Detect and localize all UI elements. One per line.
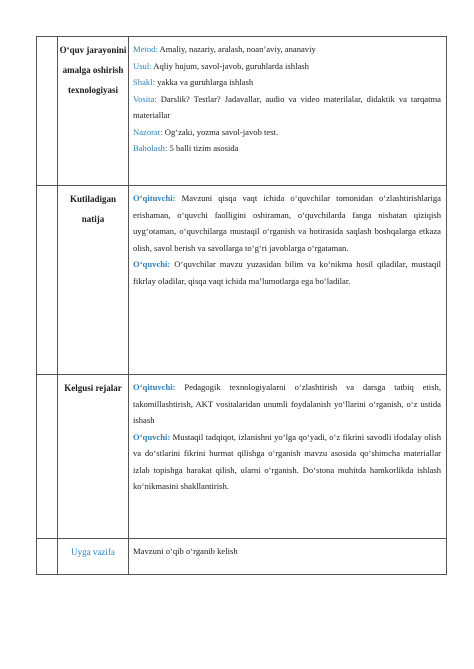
lesson-plan-table bbox=[36, 36, 447, 575]
empty-cell bbox=[37, 539, 58, 575]
item-text: Amaliy, nazariy, aralash, noan’aviy, ananaviy bbox=[157, 44, 316, 54]
row-content bbox=[129, 186, 446, 295]
item-key: Shakl: bbox=[133, 77, 155, 87]
row-label: Kelgusi rejalar bbox=[64, 383, 122, 393]
row-label-cell bbox=[58, 37, 129, 186]
item-key: O‘quvchi: bbox=[133, 431, 171, 442]
item-text: Mavzuni qisqa vaqt ichida o‘quvchilar tomonidan o‘zlashtirishlariga erishaman, o‘quvchi faolligini oshiraman, o‘quvchilarda fanga nisbatan qiziqish uyg‘otaman, o‘quvchilarga mustaqil o‘rganish va hotirasida saqlash boshqalarga etkaza olish, savol berish va savollarga to‘g‘ri javoblarga o‘rgataman. bbox=[133, 193, 441, 253]
item-key: Nazorat: bbox=[133, 126, 163, 137]
list-item bbox=[133, 379, 441, 429]
row-content bbox=[129, 37, 446, 163]
empty-cell bbox=[37, 37, 58, 186]
row-content: Mavzuni o‘qib o‘rganib kelish bbox=[133, 546, 238, 556]
row-content-cell bbox=[129, 186, 447, 375]
item-text: Darslik? Testlar? Jadavallar, audio va video materilalar, didaktik va tarqatma materiallar bbox=[133, 93, 441, 120]
row-label: O‘quv jarayonini amalga oshirish texnologiyasi bbox=[59, 45, 127, 95]
list-item bbox=[133, 124, 441, 141]
item-text: Aqliy hujum, savol-javob, guruhlarda ishlash bbox=[151, 60, 309, 71]
row-content-cell bbox=[129, 375, 447, 539]
list-item bbox=[133, 190, 441, 256]
item-key: O‘qituvchi: bbox=[133, 382, 176, 392]
item-key: Usul: bbox=[133, 60, 152, 71]
row-content bbox=[129, 375, 446, 501]
item-key: Vosita: bbox=[133, 93, 157, 104]
item-key: Baholash: bbox=[133, 143, 168, 153]
list-item bbox=[133, 91, 441, 124]
row-label: Kutiladigan natija bbox=[69, 194, 116, 224]
list-item bbox=[133, 429, 441, 495]
item-text: Og‘zaki, yozma savol-javob test. bbox=[162, 126, 279, 137]
table-row bbox=[37, 539, 447, 575]
list-item bbox=[133, 41, 441, 58]
empty-cell bbox=[37, 375, 58, 539]
list-item bbox=[133, 140, 441, 157]
item-key: O‘qituvchi: bbox=[133, 193, 176, 203]
item-text: Pedagogik texnologiyalarni o‘zlashtirish va darsga tatbiq etish, takomillashtirish, AKT vositalaridan unumli foydalanish yo‘llarini o‘rganish, o‘z ustida ishash bbox=[133, 382, 441, 425]
row-label-cell bbox=[58, 186, 129, 375]
row-label-cell bbox=[58, 375, 129, 539]
item-key: O‘quvchi: bbox=[133, 259, 171, 269]
row-content-cell bbox=[129, 539, 447, 575]
table-row bbox=[37, 37, 447, 186]
item-text: O‘quvchilar mavzu yuzasidan bilim va ko‘nikma hosil qiladilar, mustaqil fikrlay oladilar, qisqa vaqt ichida ma’lumotlarga ega bo‘ladilar. bbox=[133, 259, 441, 286]
item-text: Mustaqil tadqiqot, izlanishni yo‘lga qo‘yadi, o‘z fikrini savodli ifodalay olish va do‘stlarini fikrini hurmat qilishga o‘rganish mavzu asosida qo‘shimcha materiallar izlab topishga harakat qilish, ularni o‘rganish. Do‘stona muhitda hamkorlikda ishlash ko‘nikmasini shakllantirish. bbox=[133, 431, 441, 491]
item-text: yakka va guruhlarga ishlash bbox=[154, 77, 254, 87]
row-label-cell bbox=[58, 539, 129, 575]
empty-cell bbox=[37, 186, 58, 375]
item-key: Metod: bbox=[133, 44, 158, 54]
list-item bbox=[133, 256, 441, 289]
table-row bbox=[37, 186, 447, 375]
list-item bbox=[133, 74, 441, 91]
table-row bbox=[37, 375, 447, 539]
item-text: 5 balli tizim asosida bbox=[167, 143, 239, 153]
row-label: Uyga vazifa bbox=[71, 547, 115, 557]
list-item bbox=[133, 58, 441, 75]
row-content-cell bbox=[129, 37, 447, 186]
